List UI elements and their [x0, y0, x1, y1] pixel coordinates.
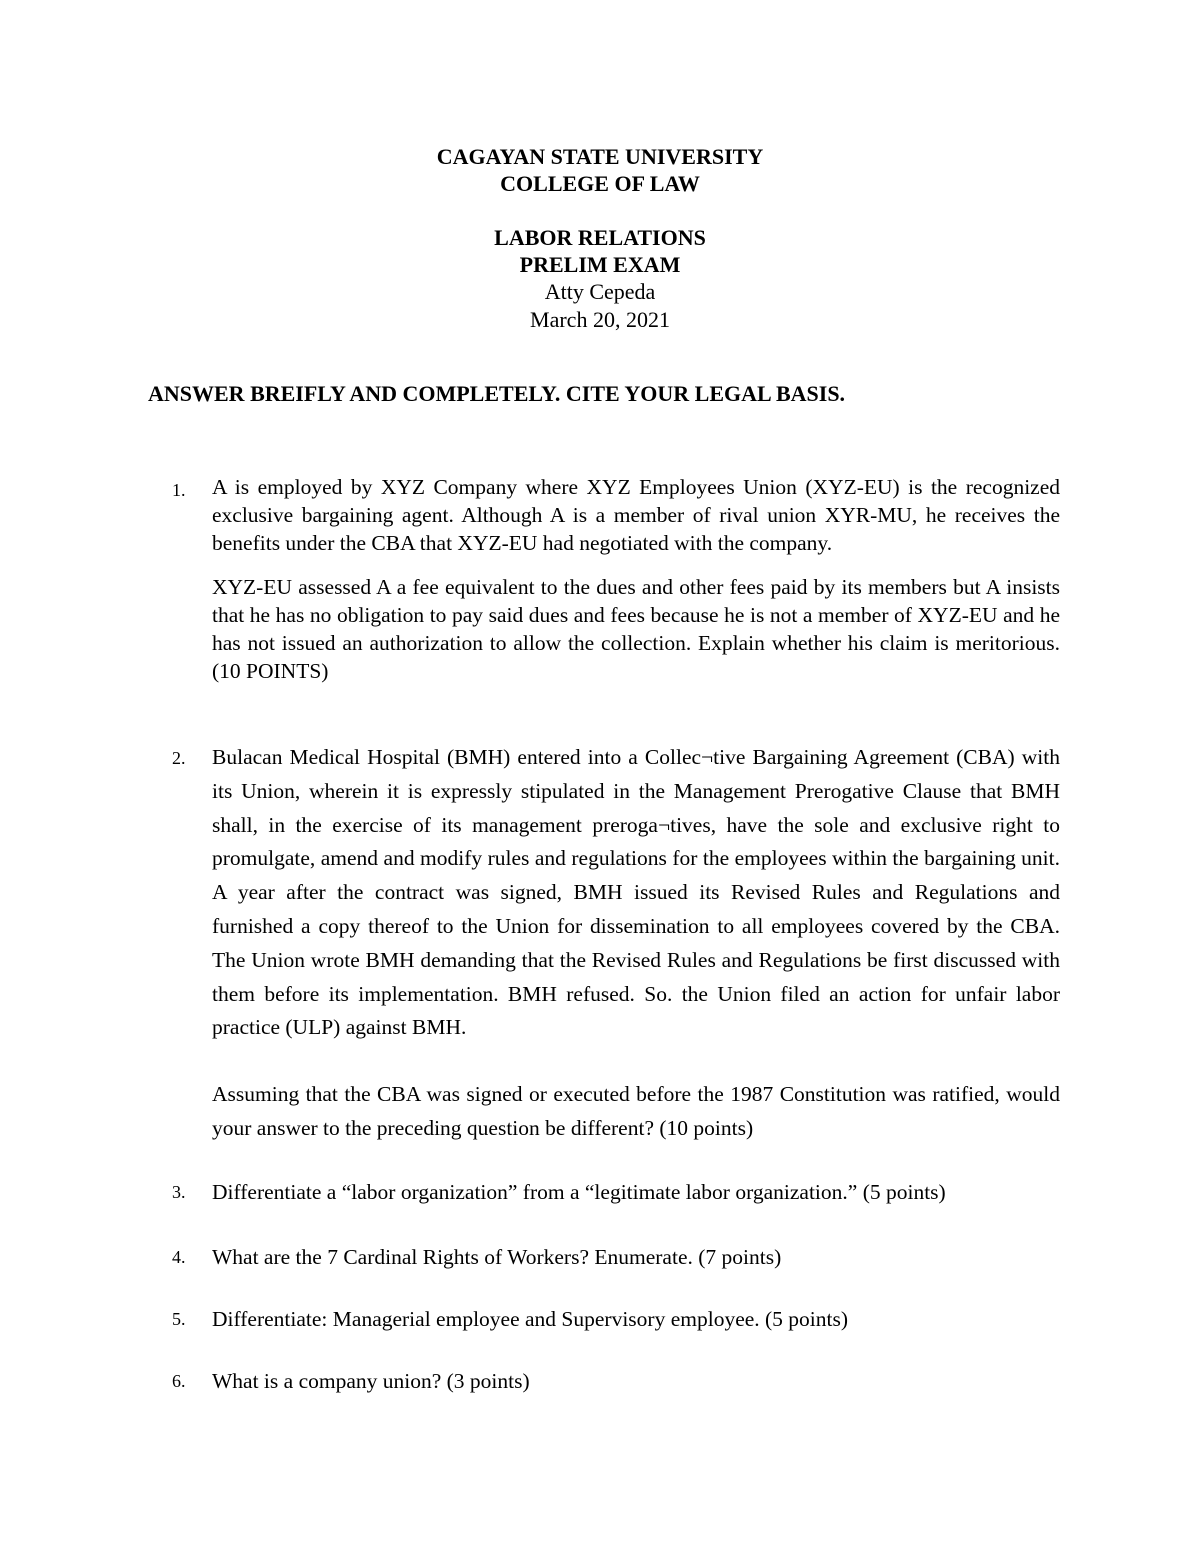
question-number: 2. [172, 748, 186, 768]
question-2-paragraph-2: Assuming that the CBA was signed or executed before the 1987 Constitution was ratified, would your answer to the preceding question be different? (10 points) [212, 1082, 1060, 1140]
question-6-text: What is a company union? (3 points) [212, 1369, 530, 1393]
question-number: 1. [172, 480, 186, 500]
exam-instructions: ANSWER BREIFLY AND COMPLETELY. CITE YOUR LEGAL BASIS. [148, 381, 846, 406]
question-3-text: Differentiate a “labor organization” from a “legitimate labor organization.” (5 points) [212, 1180, 946, 1204]
question-1-paragraph-1: A is employed by XYZ Company where XYZ Employees Union (XYZ-EU) is the recognized exclusive bargaining agent. Although A is a member of rival union XYR-MU, he receives the benefits under the CBA that XYZ-EU had negotiated with the company. [212, 475, 1060, 555]
question-number: 6. [172, 1371, 186, 1391]
exam-date: March 20, 2021 [530, 307, 670, 332]
exam-title: PRELIM EXAM [519, 252, 681, 277]
subject-title: LABOR RELATIONS [494, 225, 706, 250]
instructor-name: Atty Cepeda [544, 279, 656, 304]
college-name: COLLEGE OF LAW [500, 171, 700, 196]
question-2-paragraph-1: Bulacan Medical Hospital (BMH) entered into a Collec¬tive Bargaining Agreement (CBA) with its Union, wherein it is expressly stipulated in the Management Prerogative Clause that BMH shall, in the exercise of its management preroga¬tives, have the sole and exclusive right to promulgate, amend and modify rules and regulations for the employees within the bargaining unit. A year after the contract was signed, BMH issued its Revised Rules and Regulations and furnished a copy thereof to the Union for dissemination to all employees covered by the CBA. The Union wrote BMH demanding that the Revised Rules and Regulations be first discussed with them before its implementation. BMH refused. So. the Union filed an action for unfair labor practice (ULP) against BMH. [212, 745, 1060, 1040]
question-number: 5. [172, 1309, 186, 1329]
question-4-text: What are the 7 Cardinal Rights of Workers? Enumerate. (7 points) [212, 1245, 782, 1269]
question-5-text: Differentiate: Managerial employee and Supervisory employee. (5 points) [212, 1307, 849, 1331]
question-number: 3. [172, 1182, 186, 1202]
question-number: 4. [172, 1247, 186, 1267]
university-name: CAGAYAN STATE UNIVERSITY [436, 144, 764, 169]
question-1-paragraph-2: XYZ-EU assessed A a fee equivalent to the dues and other fees paid by its members but A insists that he has no obligation to pay said dues and fees because he is not a member of XYZ-EU and he has not issued an authorization to allow the collection. Explain whether his claim is meritorious. (10 POINTS) [212, 575, 1060, 683]
